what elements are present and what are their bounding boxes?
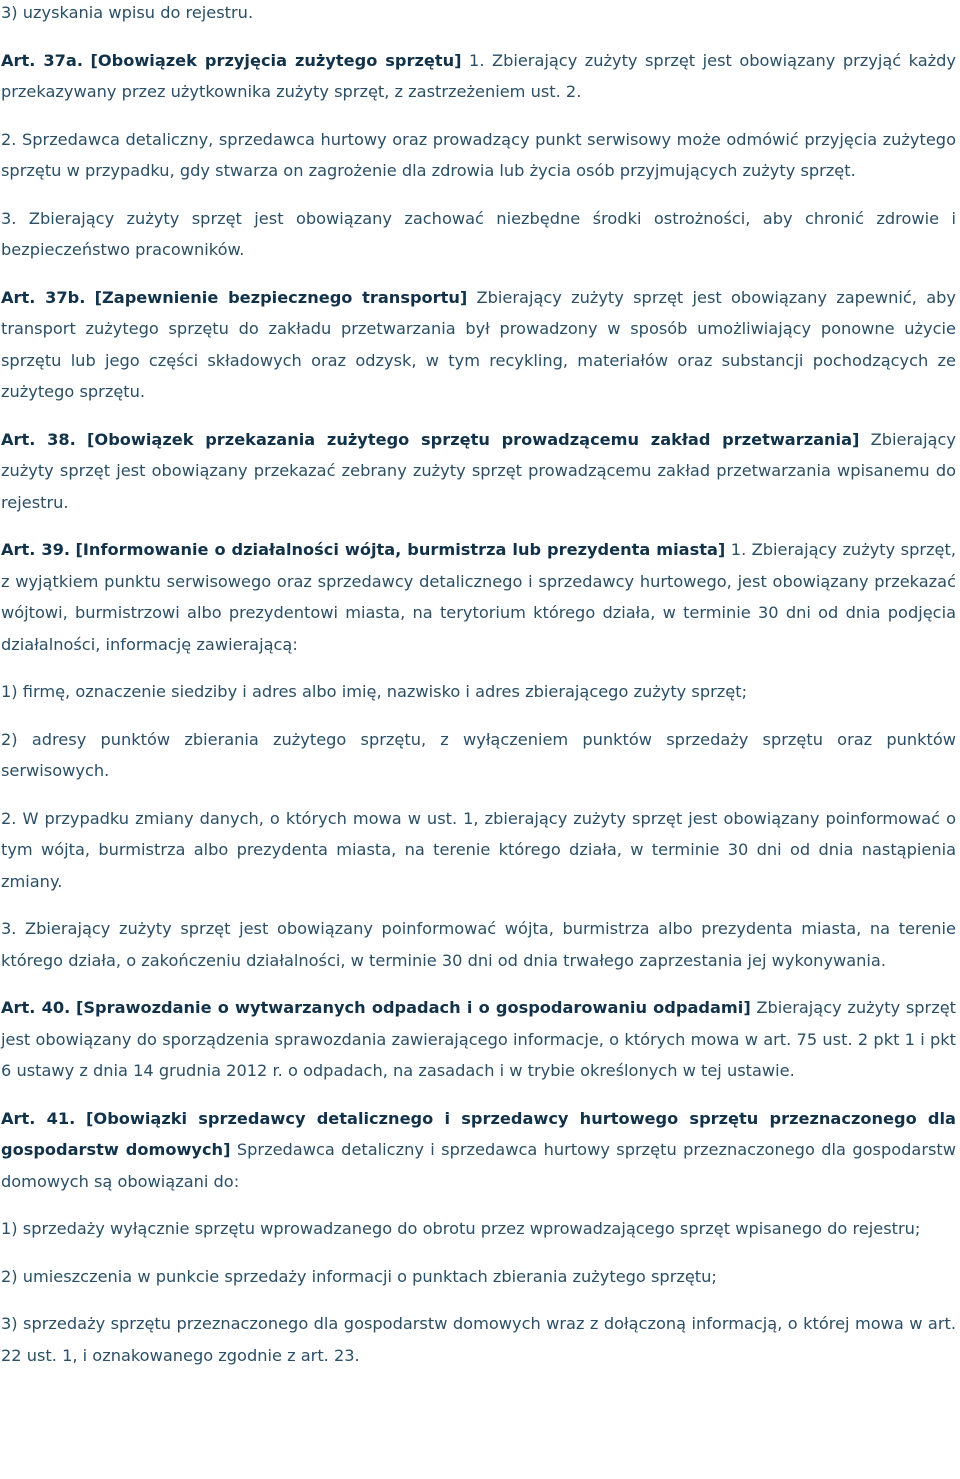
article-title: [Sprawozdanie o wytwarzanych odpadach i o gospodarowaniu odpadami] [75, 998, 751, 1017]
article-37a [1, 45, 956, 108]
paragraph-text: 2) adresy punktów zbierania zużytego sprzętu, z wyłączeniem punktów sprzedaży sprzętu oraz punktów serwisowych. [1, 729, 956, 780]
article-38 [1, 424, 956, 519]
article-title: [Zapewnienie bezpiecznego transportu] [94, 287, 468, 307]
article-text: 1. Zbierający zużyty sprzęt jest obowiązany przyjąć każdy przekazywany przez użytkownika zużyty sprzęt, z zastrzeżeniem ust. 2. [1, 50, 956, 101]
article-number: Art. 38. [1, 429, 76, 449]
paragraph-text: 2. W przypadku zmiany danych, o których mowa w ust. 1, zbierający zużyty sprzęt jest obowiązany poinformować o tym wójta, burmistrza albo prezydenta miasta, na terenie którego działa, w terminie 30 dni od dnia nastąpienia zmiany. [1, 808, 956, 891]
paragraph-0 [1, 0, 956, 29]
article-text: Zbierający zużyty sprzęt jest obowiązany przekazać zebrany zużyty sprzęt prowadzącemu zakład przetwarzania wpisanemu do rejestru. [1, 429, 956, 512]
article-number: Art. 37b. [1, 287, 86, 307]
paragraph-10 [1, 913, 956, 976]
spacer [1, 408, 956, 424]
paragraph-text: 2. Sprzedawca detaliczny, sprzedawca hurtowy oraz prowadzący punkt serwisowy może odmówić przyjęcia zużytego sprzętu w przypadku, gdy stwarza on zagrożenie dla zdrowia lub życia osób przyjmujących zużyty sprzęt. [1, 129, 956, 180]
paragraph-9 [1, 803, 956, 898]
paragraph-text: 2) umieszczenia w punkcie sprzedaży informacji o punktach zbierania zużytego sprzętu; [1, 1266, 717, 1286]
paragraph-3 [1, 203, 956, 266]
article-text: Zbierający zużyty sprzęt jest obowiązany do sporządzenia sprawozdania zawierającego informacje, o których mowa w art. 75 ust. 2 pkt 1 i pkt 6 ustawy z dnia 14 grudnia 2012 r. o odpadach, na zasadach i w trybie określonych w tej ustawie. [1, 998, 956, 1080]
spacer [1, 787, 956, 803]
paragraph-7 [1, 676, 956, 708]
article-text: 1. Zbierający zużyty sprzęt, z wyjątkiem punktu serwisowego oraz sprzedawcy detalicznego i sprzedawcy hurtowego, jest obowiązany przekazać wójtowi, burmistrzowi albo prezydentowi miasta, na terytorium którego działa, w terminie 30 dni od dnia podjęcia działalności, informację zawierającą: [1, 540, 956, 654]
article-41 [1, 1103, 956, 1198]
spacer [1, 897, 956, 913]
article-39 [1, 534, 956, 660]
spacer [1, 187, 956, 203]
spacer [1, 1197, 956, 1213]
paragraph-8 [1, 724, 956, 787]
paragraph-2 [1, 124, 956, 187]
spacer [1, 1087, 956, 1103]
spacer [1, 29, 956, 45]
paragraph-text: 3) sprzedaży sprzętu przeznaczonego dla gospodarstw domowych wraz z dołączoną informacją, o której mowa w art. 22 ust. 1, i oznakowanego zgodnie z art. 23. [1, 1314, 956, 1365]
paragraph-text: 3. Zbierający zużyty sprzęt jest obowiązany poinformować wójta, burmistrza albo prezydenta miasta, na terenie którego działa, o zakończeniu działalności, w terminie 30 dni od dnia trwałego zaprzestania jej wykonywania. [1, 919, 956, 970]
article-title: [Obowiązki sprzedawcy detalicznego i sprzedawcy hurtowego sprzętu przeznaczonego dla gospodarstw domowych] [1, 1108, 956, 1159]
paragraph-13 [1, 1213, 956, 1245]
paragraph-text: 1) sprzedaży wyłącznie sprzętu wprowadzanego do obrotu przez wprowadzającego sprzęt wpisanego do rejestru; [1, 1219, 921, 1238]
article-text: Zbierający zużyty sprzęt jest obowiązany zapewnić, aby transport zużytego sprzętu do zakładu przetwarzania był prowadzony w sposób umożliwiający ponowne użycie sprzętu lub jego części składowych oraz odzysk, w tym recykling, materiałów oraz substancji pochodzących ze zużytego sprzętu. [1, 287, 956, 401]
paragraph-14 [1, 1261, 956, 1293]
spacer [1, 518, 956, 534]
paragraph-text: 3. Zbierający zużyty sprzęt jest obowiązany zachować niezbędne środki ostrożności, aby chronić zdrowie i bezpieczeństwo pracowników. [1, 208, 956, 259]
spacer [1, 708, 956, 724]
paragraph-text: 1) firmę, oznaczenie siedziby i adres albo imię, nazwisko i adres zbierającego zużyty sprzęt; [1, 682, 748, 701]
article-40 [1, 992, 956, 1087]
spacer [1, 976, 956, 992]
article-number: Art. 37a. [1, 50, 83, 70]
paragraph-15 [1, 1308, 956, 1371]
spacer [1, 1292, 956, 1308]
article-number: Art. 39. [1, 540, 71, 559]
article-title: [Obowiązek przekazania zużytego sprzętu prowadzącemu zakład przetwarzania] [87, 429, 860, 449]
article-number: Art. 41. [1, 1108, 76, 1128]
spacer [1, 660, 956, 676]
article-text: Sprzedawca detaliczny i sprzedawca hurtowy sprzętu przeznaczonego dla gospodarstw domowych są obowiązani do: [1, 1140, 956, 1191]
paragraph-text: 3) uzyskania wpisu do rejestru. [1, 3, 254, 22]
article-37b [1, 282, 956, 408]
spacer [1, 1245, 956, 1261]
article-title: [Informowanie o działalności wójta, burmistrza lub prezydenta miasta] [75, 540, 726, 559]
spacer [1, 266, 956, 282]
spacer [1, 108, 956, 124]
article-title: [Obowiązek przyjęcia zużytego sprzętu] [90, 50, 462, 70]
article-number: Art. 40. [1, 998, 71, 1017]
